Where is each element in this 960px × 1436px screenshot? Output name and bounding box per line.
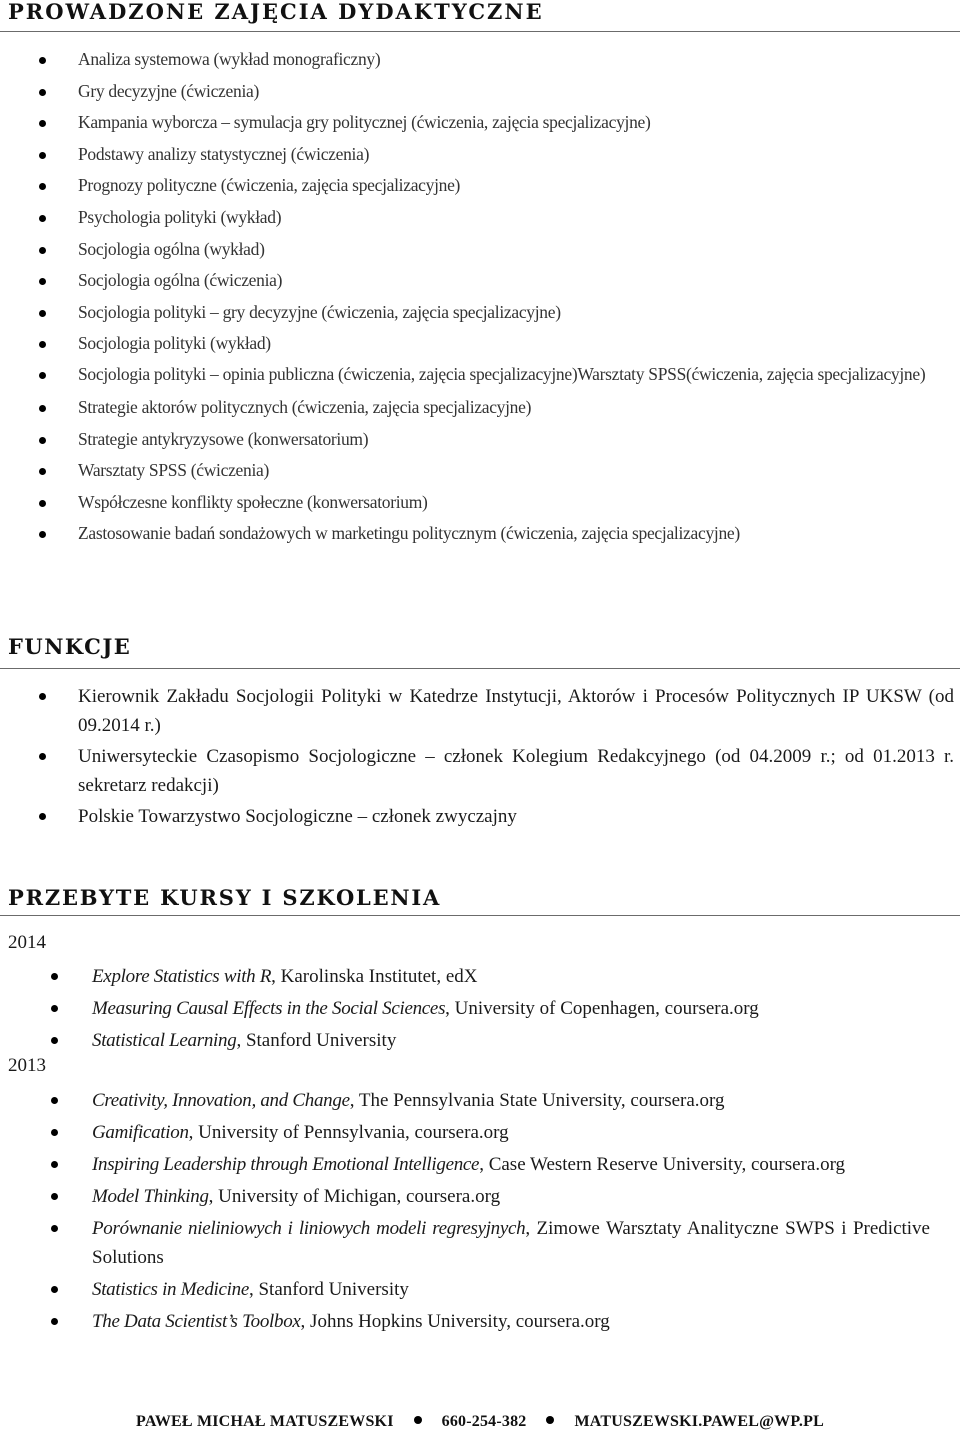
bullet-icon [51, 1129, 58, 1136]
list-item: Socjologia polityki – opinia publiczna (ćwiczenia, zajęcia specjalizacyjne)Warsztaty SPSS(ćwiczenia, zajęcia specjalizacyjne) [78, 360, 948, 392]
bullet-icon [39, 120, 46, 127]
course-title: Creativity, Innovation, and Change [92, 1090, 350, 1111]
list-item [92, 962, 930, 991]
list-item: Socjologia ogólna (ćwiczenia) [78, 265, 948, 297]
bullet-icon [39, 693, 46, 700]
course-title: Explore Statistics with R [92, 966, 272, 987]
course-provider: , University of Michigan, coursera.org [208, 1186, 501, 1207]
course-provider: , Karolinska Institutet, edX [271, 966, 478, 987]
bullet-icon [51, 1286, 58, 1293]
list-item: Socjologia polityki – gry decyzyjne (ćwiczenia, zajęcia specjalizacyjne) [78, 297, 948, 329]
course-title: The Data Scientist’s Toolbox [92, 1311, 301, 1332]
bullet-icon [39, 437, 46, 444]
list-item [92, 1275, 930, 1304]
bullet-icon [51, 1037, 58, 1044]
courses-heading-rule [0, 915, 960, 916]
bullet-icon [51, 1097, 58, 1104]
bullet-icon [51, 1005, 58, 1012]
list-item: Strategie antykryzysowe (konwersatorium) [78, 424, 948, 456]
list-item: Warsztaty SPSS (ćwiczenia) [78, 455, 948, 487]
year-label: 2014 [8, 932, 46, 953]
bullet-icon [546, 1416, 554, 1424]
year-label: 2013 [8, 1055, 46, 1076]
list-item: Psychologia polityki (wykład) [78, 202, 948, 234]
course-title: Statistics in Medicine [92, 1279, 249, 1300]
course-provider: , Zimowe Warsztaty Analityczne SWPS i Predictive Solutions [92, 1218, 930, 1268]
teaching-heading: PROWADZONE ZAJĘCIA DYDAKTYCZNE [8, 0, 544, 24]
bullet-icon [51, 1193, 58, 1200]
list-item [92, 1214, 930, 1272]
courses-heading: PRZEBYTE KURSY I SZKOLENIA [8, 885, 442, 910]
course-title: Statistical Learning [92, 1030, 237, 1051]
list-item: Podstawy analizy statystycznej (ćwiczenia) [78, 139, 948, 171]
bullet-icon [39, 372, 46, 379]
bullet-icon [39, 468, 46, 475]
list-item [92, 1307, 930, 1336]
list-item [92, 1150, 930, 1179]
list-item [92, 1182, 930, 1211]
bullet-icon [39, 813, 46, 820]
bullet-icon [39, 215, 46, 222]
list-item: Polskie Towarzystwo Socjologiczne – członek zwyczajny [78, 802, 954, 831]
bullet-icon [414, 1416, 422, 1424]
course-list-2013 [0, 1086, 930, 1336]
author-name: PAWEŁ MICHAŁ MATUSZEWSKI [136, 1413, 394, 1430]
bullet-icon [51, 1161, 58, 1168]
bullet-icon [39, 89, 46, 96]
course-title: Model Thinking [92, 1186, 209, 1207]
course-title: Measuring Causal Effects in the Social Sciences [92, 998, 446, 1019]
functions-list [0, 682, 954, 831]
bullet-icon [39, 278, 46, 285]
course-provider: , The Pennsylvania State University, coursera.org [349, 1090, 725, 1111]
list-item: Kierownik Zakładu Socjologii Polityki w Katedrze Instytucji, Aktorów i Procesów Politycznych IP UKSW (od 09.2014 r.) [78, 682, 954, 740]
course-list-2014 [0, 962, 930, 1055]
list-item: Analiza systemowa (wykład monograficzny) [78, 44, 948, 76]
list-item: Prognozy polityczne (ćwiczenia, zajęcia specjalizacyjne) [78, 170, 948, 202]
course-provider: , Johns Hopkins University, coursera.org [300, 1311, 610, 1332]
course-title: Gamification [92, 1122, 189, 1143]
course-provider: , Stanford University [236, 1030, 397, 1051]
list-item: Zastosowanie badań sondażowych w marketingu politycznym (ćwiczenia, zajęcia specjalizacyjne) [78, 518, 948, 550]
list-item: Strategie aktorów politycznych (ćwiczenia, zajęcia specjalizacyjne) [78, 392, 948, 424]
course-title: Porównanie nieliniowych i liniowych modeli regresyjnych [92, 1218, 526, 1239]
list-item: Kampania wyborcza – symulacja gry politycznej (ćwiczenia, zajęcia specjalizacyjne) [78, 107, 948, 139]
bullet-icon [39, 152, 46, 159]
course-provider: , University of Pennsylvania, coursera.org [188, 1122, 509, 1143]
course-provider: , Case Western Reserve University, coursera.org [479, 1154, 846, 1175]
list-item: Gry decyzyjne (ćwiczenia) [78, 76, 948, 108]
bullet-icon [39, 310, 46, 317]
functions-heading-rule [0, 668, 960, 669]
bullet-icon [39, 341, 46, 348]
course-title: Inspiring Leadership through Emotional Intelligence [92, 1154, 480, 1175]
list-item: Współczesne konflikty społeczne (konwersatorium) [78, 487, 948, 519]
course-provider: , University of Copenhagen, coursera.org [445, 998, 759, 1019]
page-footer [0, 1413, 960, 1431]
list-item [92, 1118, 930, 1147]
email-address: MATUSZEWSKI.PAWEL@WP.PL [574, 1413, 824, 1430]
functions-heading: FUNKCJE [8, 634, 132, 659]
bullet-icon [39, 753, 46, 760]
teaching-list [0, 44, 948, 550]
list-item [92, 1026, 930, 1055]
bullet-icon [51, 1318, 58, 1325]
list-item: Socjologia ogólna (wykład) [78, 234, 948, 266]
teaching-heading-rule [0, 31, 960, 32]
list-item: Socjologia polityki (wykład) [78, 328, 948, 360]
list-item [92, 994, 930, 1023]
list-item [92, 1086, 930, 1115]
bullet-icon [39, 183, 46, 190]
phone-number: 660-254-382 [441, 1413, 527, 1430]
bullet-icon [51, 1225, 58, 1232]
list-item: Uniwersyteckie Czasopismo Socjologiczne – członek Kolegium Redakcyjnego (od 04.2009 r.; od 01.2013 r. sekretarz redakcji) [78, 742, 954, 800]
bullet-icon [51, 973, 58, 980]
bullet-icon [39, 247, 46, 254]
bullet-icon [39, 531, 46, 538]
bullet-icon [39, 500, 46, 507]
bullet-icon [39, 405, 46, 412]
bullet-icon [39, 57, 46, 64]
course-provider: , Stanford University [248, 1279, 409, 1300]
